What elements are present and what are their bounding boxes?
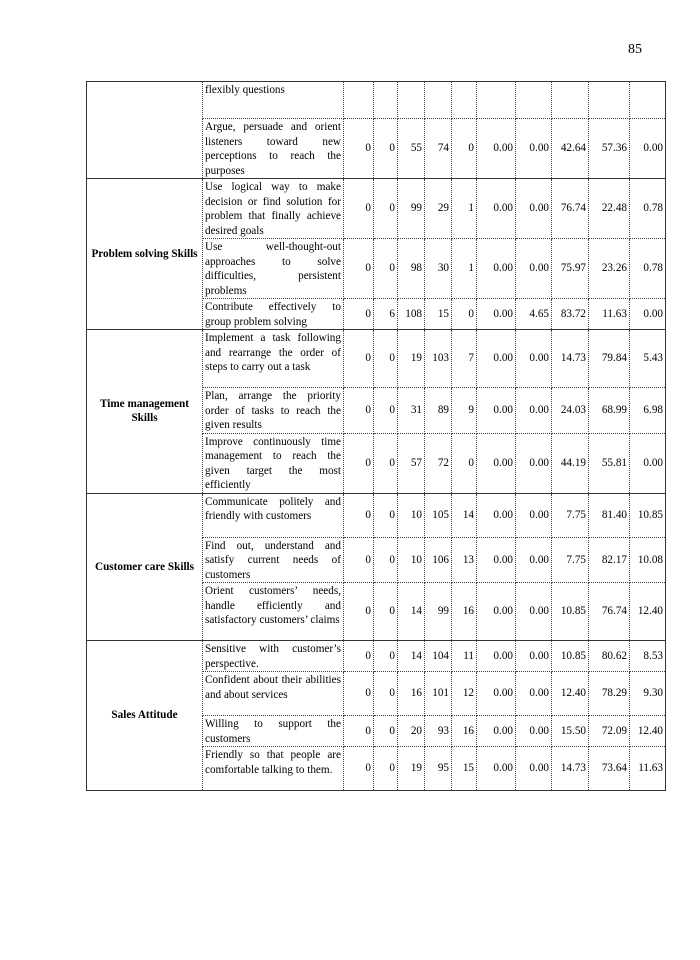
value-cell: 73.64 [589,747,630,791]
value-cell: 19 [398,747,425,791]
value-cell: 98 [398,239,425,299]
survey-results-table [86,81,666,791]
value-cell [552,82,589,119]
value-cell: 0.00 [516,672,552,716]
value-cell: 10.85 [552,641,589,672]
value-cell [589,82,630,119]
value-cell: 0 [374,537,398,583]
value-cell: 0 [374,716,398,747]
value-cell: 0 [452,433,477,493]
value-cell: 13 [452,537,477,583]
value-cell: 57 [398,433,425,493]
value-cell: 15.50 [552,716,589,747]
value-cell: 14 [452,493,477,537]
value-cell: 0 [344,179,374,239]
value-cell: 0 [344,747,374,791]
page-number: 85 [628,42,642,57]
value-cell: 0.00 [477,388,516,434]
value-cell: 101 [425,672,452,716]
value-cell: 0 [344,330,374,388]
value-cell: 16 [452,583,477,641]
value-cell: 0 [374,330,398,388]
value-cell: 30 [425,239,452,299]
skill-group-label: Problem solving Skills [87,179,203,330]
criterion-description: Confident about their abilities and about services [203,672,344,716]
value-cell: 7 [452,330,477,388]
value-cell: 89 [425,388,452,434]
table-row [87,179,666,239]
value-cell: 11.63 [630,747,666,791]
criterion-description: Implement a task following and rearrange the order of steps to carry out a task [203,330,344,388]
value-cell: 0.00 [477,716,516,747]
value-cell: 0.00 [477,299,516,330]
value-cell: 0.00 [477,747,516,791]
value-cell: 31 [398,388,425,434]
value-cell: 9 [452,388,477,434]
value-cell [374,82,398,119]
value-cell: 103 [425,330,452,388]
value-cell [477,82,516,119]
value-cell: 0 [374,493,398,537]
table-row [87,330,666,388]
value-cell: 99 [398,179,425,239]
value-cell: 7.75 [552,493,589,537]
value-cell: 15 [452,747,477,791]
value-cell: 0 [344,119,374,179]
value-cell: 75.97 [552,239,589,299]
value-cell: 0 [374,433,398,493]
value-cell: 0.00 [516,119,552,179]
value-cell: 42.64 [552,119,589,179]
value-cell: 0 [344,433,374,493]
value-cell: 105 [425,493,452,537]
skill-group-label: Customer care Skills [87,493,203,641]
value-cell: 0.00 [477,119,516,179]
value-cell: 10.85 [630,493,666,537]
value-cell: 0.00 [477,179,516,239]
skill-group-label [87,82,203,179]
value-cell [452,82,477,119]
value-cell: 0 [374,179,398,239]
value-cell: 0 [374,641,398,672]
value-cell: 0.00 [516,747,552,791]
criterion-description: Use well-thought-out approaches to solve difficulties, persistent problems [203,239,344,299]
skill-group-label: Sales Attitude [87,641,203,791]
value-cell: 29 [425,179,452,239]
value-cell: 76.74 [589,583,630,641]
value-cell: 80.62 [589,641,630,672]
value-cell: 72.09 [589,716,630,747]
value-cell: 55 [398,119,425,179]
criterion-description: Friendly so that people are comfortable talking to them. [203,747,344,791]
value-cell: 7.75 [552,537,589,583]
table-row [87,641,666,672]
criterion-description: Use logical way to make decision or find solution for problem that finally achieve desired goals [203,179,344,239]
value-cell: 16 [398,672,425,716]
value-cell: 0 [452,299,477,330]
value-cell [516,82,552,119]
value-cell: 0 [344,537,374,583]
table-row [87,493,666,537]
value-cell: 14.73 [552,747,589,791]
criterion-description: Sensitive with customer’s perspective. [203,641,344,672]
value-cell: 108 [398,299,425,330]
criterion-description: Argue, persuade and orient listeners toward new perceptions to reach the purposes [203,119,344,179]
value-cell: 0 [374,747,398,791]
value-cell: 0.00 [516,641,552,672]
value-cell: 0 [344,583,374,641]
value-cell: 55.81 [589,433,630,493]
value-cell: 68.99 [589,388,630,434]
value-cell: 0.00 [630,299,666,330]
value-cell: 0.00 [477,537,516,583]
value-cell: 0.00 [630,119,666,179]
value-cell: 9.30 [630,672,666,716]
value-cell: 0 [374,388,398,434]
value-cell: 5.43 [630,330,666,388]
value-cell: 57.36 [589,119,630,179]
value-cell: 104 [425,641,452,672]
value-cell [630,82,666,119]
value-cell: 11 [452,641,477,672]
value-cell: 0 [374,672,398,716]
value-cell: 1 [452,179,477,239]
criterion-description: Improve continuously time management to reach the given target the most efficiently [203,433,344,493]
value-cell: 0 [344,716,374,747]
value-cell: 78.29 [589,672,630,716]
value-cell: 76.74 [552,179,589,239]
value-cell: 24.03 [552,388,589,434]
value-cell: 12 [452,672,477,716]
value-cell: 0.00 [516,179,552,239]
value-cell: 16 [452,716,477,747]
value-cell: 81.40 [589,493,630,537]
value-cell: 12.40 [552,672,589,716]
value-cell: 0.78 [630,179,666,239]
value-cell: 15 [425,299,452,330]
value-cell: 0.00 [477,239,516,299]
value-cell: 20 [398,716,425,747]
value-cell: 10 [398,537,425,583]
value-cell: 22.48 [589,179,630,239]
value-cell: 23.26 [589,239,630,299]
skill-group-label: Time management Skills [87,330,203,494]
value-cell: 44.19 [552,433,589,493]
value-cell: 0 [344,299,374,330]
value-cell: 0.00 [516,493,552,537]
value-cell: 0.00 [516,388,552,434]
value-cell: 82.17 [589,537,630,583]
value-cell: 14.73 [552,330,589,388]
value-cell: 8.53 [630,641,666,672]
value-cell: 93 [425,716,452,747]
value-cell: 0.00 [477,672,516,716]
criterion-description: Find out, understand and satisfy current needs of customers [203,537,344,583]
criterion-description: flexibly questions [203,82,344,119]
value-cell: 72 [425,433,452,493]
value-cell: 0.00 [516,330,552,388]
value-cell: 0 [452,119,477,179]
value-cell: 14 [398,583,425,641]
value-cell: 0.00 [516,716,552,747]
value-cell: 6.98 [630,388,666,434]
value-cell: 83.72 [552,299,589,330]
value-cell: 0 [344,239,374,299]
value-cell: 12.40 [630,583,666,641]
value-cell: 74 [425,119,452,179]
criterion-description: Contribute effectively to group problem solving [203,299,344,330]
value-cell: 1 [452,239,477,299]
value-cell: 0.00 [516,537,552,583]
value-cell: 79.84 [589,330,630,388]
value-cell: 10 [398,493,425,537]
value-cell: 10.08 [630,537,666,583]
table-row [87,82,666,119]
value-cell [344,82,374,119]
value-cell: 0.00 [516,583,552,641]
value-cell: 0.00 [477,583,516,641]
value-cell: 0 [344,388,374,434]
value-cell: 0.00 [477,433,516,493]
value-cell: 0.00 [630,433,666,493]
value-cell [398,82,425,119]
value-cell: 0 [344,641,374,672]
value-cell: 0.00 [477,641,516,672]
value-cell: 0 [374,119,398,179]
value-cell: 106 [425,537,452,583]
criterion-description: Orient customers’ needs, handle efficiently and satisfactory customers’ claims [203,583,344,641]
value-cell: 0.00 [516,433,552,493]
value-cell: 12.40 [630,716,666,747]
criterion-description: Willing to support the customers [203,716,344,747]
value-cell: 0.00 [477,493,516,537]
value-cell: 11.63 [589,299,630,330]
value-cell: 10.85 [552,583,589,641]
value-cell: 0 [344,672,374,716]
value-cell: 0 [374,583,398,641]
value-cell: 95 [425,747,452,791]
value-cell: 0.00 [516,239,552,299]
value-cell: 99 [425,583,452,641]
criterion-description: Plan, arrange the priority order of tasks to reach the given results [203,388,344,434]
value-cell: 6 [374,299,398,330]
criterion-description: Communicate politely and friendly with customers [203,493,344,537]
value-cell: 0.00 [477,330,516,388]
value-cell [425,82,452,119]
value-cell: 4.65 [516,299,552,330]
value-cell: 0.78 [630,239,666,299]
value-cell: 0 [374,239,398,299]
value-cell: 14 [398,641,425,672]
value-cell: 19 [398,330,425,388]
value-cell: 0 [344,493,374,537]
